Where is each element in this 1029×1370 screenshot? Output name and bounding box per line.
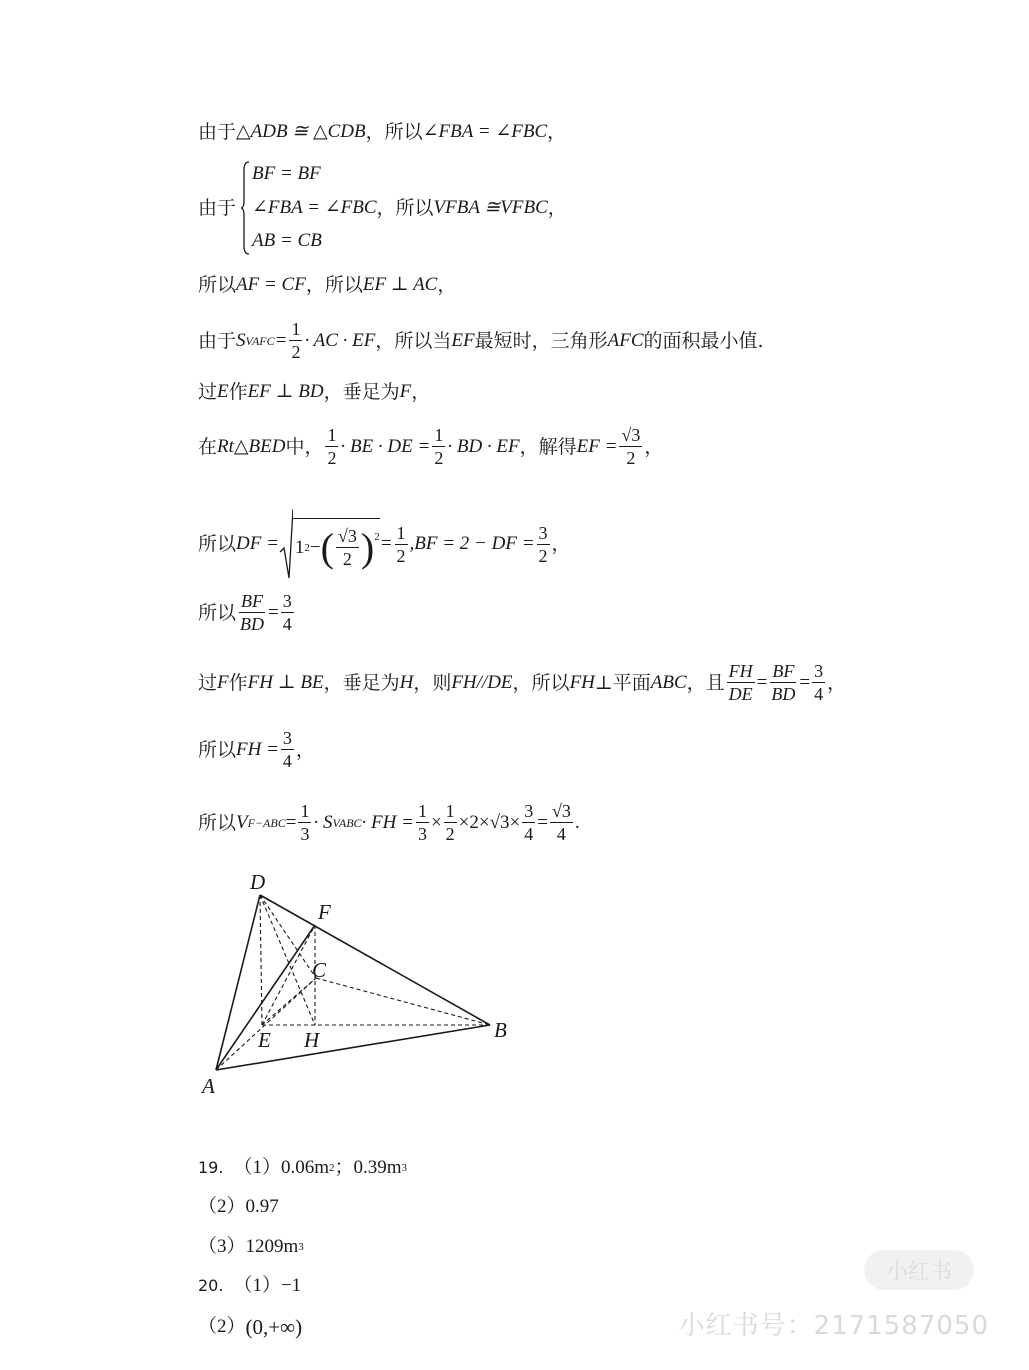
line-8 — [198, 590, 296, 635]
edge-EC — [262, 978, 316, 1025]
text: 由于 — [198, 329, 237, 352]
numerator: BF — [772, 661, 795, 681]
exponent: 2 — [329, 1162, 335, 1174]
math: × — [509, 811, 521, 833]
text: 在 — [198, 435, 218, 458]
text: ，则 — [413, 671, 452, 694]
fraction — [522, 800, 535, 845]
exponent: 3 — [401, 1162, 408, 1174]
numerator: 1 — [396, 522, 406, 543]
fraction — [769, 660, 797, 705]
math: BF = BF — [252, 163, 321, 184]
numerator: 1 — [417, 801, 427, 821]
math: × — [430, 811, 442, 833]
denominator: 2 — [342, 549, 352, 569]
text: 所以 — [198, 738, 237, 761]
line-2-lead — [198, 196, 236, 220]
numerator: 3 — [282, 728, 292, 748]
math: ∠FBA = ∠FBC — [252, 197, 377, 218]
fraction — [416, 800, 429, 845]
math: DF = — [236, 533, 279, 554]
brace-icon — [240, 160, 250, 256]
math: ,BF = 2 − DF = — [409, 533, 535, 554]
math: ×2× — [458, 811, 490, 833]
math: EF — [451, 329, 475, 351]
label-B: B — [494, 1018, 507, 1042]
math: AF = CF — [236, 274, 306, 295]
exponent: 2 — [374, 531, 380, 543]
text: ， — [644, 435, 664, 458]
base: 1 — [294, 536, 305, 558]
answer-20-2 — [198, 1315, 302, 1339]
radicand — [293, 518, 380, 570]
line-5 — [198, 380, 430, 404]
numerator: 1 — [300, 801, 310, 821]
fraction — [537, 522, 550, 567]
fraction — [281, 590, 294, 635]
answer-text: −1 — [280, 1275, 302, 1296]
edge-AD — [216, 895, 260, 1070]
math: = — [285, 811, 297, 833]
denominator: 4 — [814, 684, 824, 704]
line-9 — [198, 660, 846, 705]
denominator: 2 — [538, 545, 548, 566]
numerator: BF — [241, 591, 264, 611]
line-7 — [198, 508, 571, 580]
math: FH = — [236, 738, 279, 760]
text: ， — [827, 671, 847, 694]
text: ，解得 — [519, 435, 577, 458]
line-3 — [198, 273, 456, 297]
answer-text: ；0.39m — [334, 1157, 402, 1178]
label-A: A — [202, 1074, 215, 1098]
numerator: 3 — [814, 661, 824, 681]
numerator: √3 — [337, 526, 357, 546]
line-1 — [198, 120, 566, 144]
numerator: 1 — [434, 425, 444, 445]
math: S — [236, 329, 246, 351]
text: ，垂足为 — [323, 381, 400, 403]
system-row-1 — [252, 162, 321, 186]
line-6 — [198, 424, 663, 469]
math: EF = — [576, 435, 618, 457]
label-F: F — [318, 900, 331, 924]
text: ，所以当 — [375, 329, 452, 352]
numerator: 3 — [524, 801, 534, 821]
math: FH — [569, 671, 595, 693]
denominator: 3 — [417, 824, 427, 844]
math: E — [217, 381, 229, 402]
answer-text: 1209m — [245, 1236, 299, 1257]
watermark-logo: 小红书 — [864, 1250, 974, 1290]
label-E: E — [258, 1028, 271, 1052]
numerator: 3 — [538, 522, 548, 543]
text: 所以 — [198, 601, 237, 624]
label-D: D — [250, 870, 266, 894]
part-tag: （3） — [198, 1236, 246, 1257]
math: √3 — [489, 811, 510, 833]
denominator: 2 — [445, 824, 455, 844]
text: 最短时，三角形 — [474, 329, 608, 352]
subscript: F−ABC — [247, 815, 286, 830]
radical-sign-icon — [279, 508, 293, 580]
line-4 — [198, 318, 764, 363]
fraction — [727, 660, 755, 705]
answer-text: 0.06m — [280, 1157, 329, 1178]
text: 由于 — [198, 197, 237, 219]
part-tag: （2） — [198, 1316, 246, 1337]
line-11 — [198, 800, 580, 845]
line-10 — [198, 727, 315, 772]
numerator: 3 — [282, 591, 292, 611]
system-row-2 — [252, 196, 567, 220]
math: FH//DE — [451, 671, 513, 693]
math: · BE · DE = — [340, 435, 431, 457]
text: 过 — [198, 381, 218, 403]
paren-left: ( — [320, 524, 334, 570]
fraction — [238, 590, 266, 635]
text: 所以 — [198, 274, 237, 296]
edge-EF — [262, 925, 315, 1025]
fraction — [325, 424, 338, 469]
numerator: FH — [728, 661, 753, 681]
numerator: 1 — [327, 425, 337, 445]
edge-CB — [316, 978, 490, 1025]
math: AFC — [607, 329, 644, 351]
text: ，所以 — [376, 197, 434, 219]
math: F — [399, 381, 412, 402]
math: = — [756, 671, 768, 693]
denominator: DE — [728, 684, 753, 704]
numerator: 1 — [445, 801, 455, 821]
math: Rt△BED — [217, 435, 286, 457]
subscript: VABC — [332, 815, 362, 830]
fraction — [289, 318, 302, 363]
text: ， — [547, 197, 567, 219]
denominator: 2 — [291, 342, 301, 362]
text: ，且 — [686, 671, 725, 694]
exponent: 3 — [298, 1241, 304, 1253]
math: = — [379, 533, 393, 554]
text: 作 — [228, 381, 248, 403]
answer-19-1 — [198, 1156, 407, 1180]
denominator: BD — [771, 684, 796, 704]
denominator: 2 — [327, 448, 337, 468]
label-C: C — [312, 958, 327, 982]
denominator: 4 — [556, 824, 566, 844]
fraction — [432, 424, 445, 469]
answer-20-1 — [198, 1274, 301, 1298]
math: = — [537, 811, 548, 833]
math: . — [574, 811, 580, 833]
part-tag: （1） — [233, 1157, 281, 1178]
math: · S — [313, 811, 333, 833]
numerator: √3 — [621, 425, 641, 445]
math: F — [217, 671, 229, 693]
text: 由于 — [198, 121, 237, 143]
label-H: H — [304, 1028, 320, 1052]
question-number: 19. — [198, 1158, 224, 1177]
text: 作 — [228, 671, 248, 694]
math: △ADB ≅ △CDB — [236, 121, 366, 142]
text: ， — [547, 121, 567, 143]
denominator: BD — [240, 614, 265, 634]
paren-right: ) — [360, 524, 375, 570]
math: V — [236, 811, 248, 833]
denominator: 2 — [626, 448, 636, 468]
subscript: VAFC — [245, 333, 275, 348]
watermark-text: 小红书号：2171587050 — [678, 1311, 989, 1341]
denominator: 4 — [282, 614, 292, 634]
math: ABC — [650, 671, 687, 693]
fraction — [550, 800, 573, 845]
exponent: 2 — [304, 541, 310, 554]
numerator: √3 — [551, 801, 571, 821]
text: ， — [411, 381, 431, 403]
math: FH ⊥ BE — [247, 671, 324, 693]
fraction — [444, 800, 457, 845]
radical — [279, 508, 380, 580]
answer-19-2 — [198, 1195, 279, 1219]
math: EF ⊥ AC — [362, 274, 438, 295]
fraction — [281, 727, 294, 772]
text: ，所以 — [512, 671, 570, 694]
math: · FH = — [361, 811, 414, 833]
text: ⊥平面 — [594, 671, 651, 694]
denominator: 2 — [434, 448, 444, 468]
text: ，所以 — [305, 274, 363, 296]
math: = — [799, 671, 811, 693]
fraction — [395, 522, 408, 567]
edge-DB — [260, 895, 490, 1025]
text: ， — [551, 533, 571, 555]
denominator: 3 — [300, 824, 310, 844]
denominator: 2 — [396, 545, 406, 566]
fraction — [298, 800, 311, 845]
math: · AC · EF — [304, 329, 376, 351]
text: 过 — [198, 671, 218, 694]
system-row-3 — [252, 229, 322, 253]
math: = — [274, 329, 288, 351]
math: ∠FBA = ∠FBC — [422, 121, 548, 142]
fraction — [812, 660, 825, 705]
math: − — [309, 536, 321, 558]
part-tag: （1） — [233, 1275, 281, 1296]
math: EF ⊥ BD — [247, 381, 324, 402]
numerator: 1 — [291, 319, 301, 339]
fraction — [336, 525, 359, 570]
question-number: 20. — [198, 1276, 224, 1295]
denominator: 4 — [524, 824, 534, 844]
answer-19-3 — [198, 1235, 304, 1259]
text: ， — [295, 738, 315, 761]
part-tag: （2） — [198, 1196, 246, 1217]
text: ，垂足为 — [323, 671, 400, 694]
answer-text: (0,+∞) — [245, 1315, 303, 1339]
text: ，所以 — [365, 121, 423, 143]
math: AB = CB — [252, 230, 322, 251]
text: 的面积最小值. — [643, 329, 764, 352]
math: = — [268, 601, 279, 623]
text: 中， — [285, 435, 324, 458]
text: ， — [437, 274, 457, 296]
text: 所以 — [198, 533, 237, 555]
text: 所以 — [198, 811, 237, 834]
geometry-figure — [190, 865, 530, 1105]
math: · BD · EF — [447, 435, 520, 457]
math: VFBA ≅VFBC — [433, 197, 548, 218]
edge-DH — [260, 895, 315, 1025]
fraction — [619, 424, 642, 469]
answer-text: 0.97 — [245, 1196, 279, 1217]
math: H — [399, 671, 414, 693]
denominator: 4 — [282, 751, 292, 771]
